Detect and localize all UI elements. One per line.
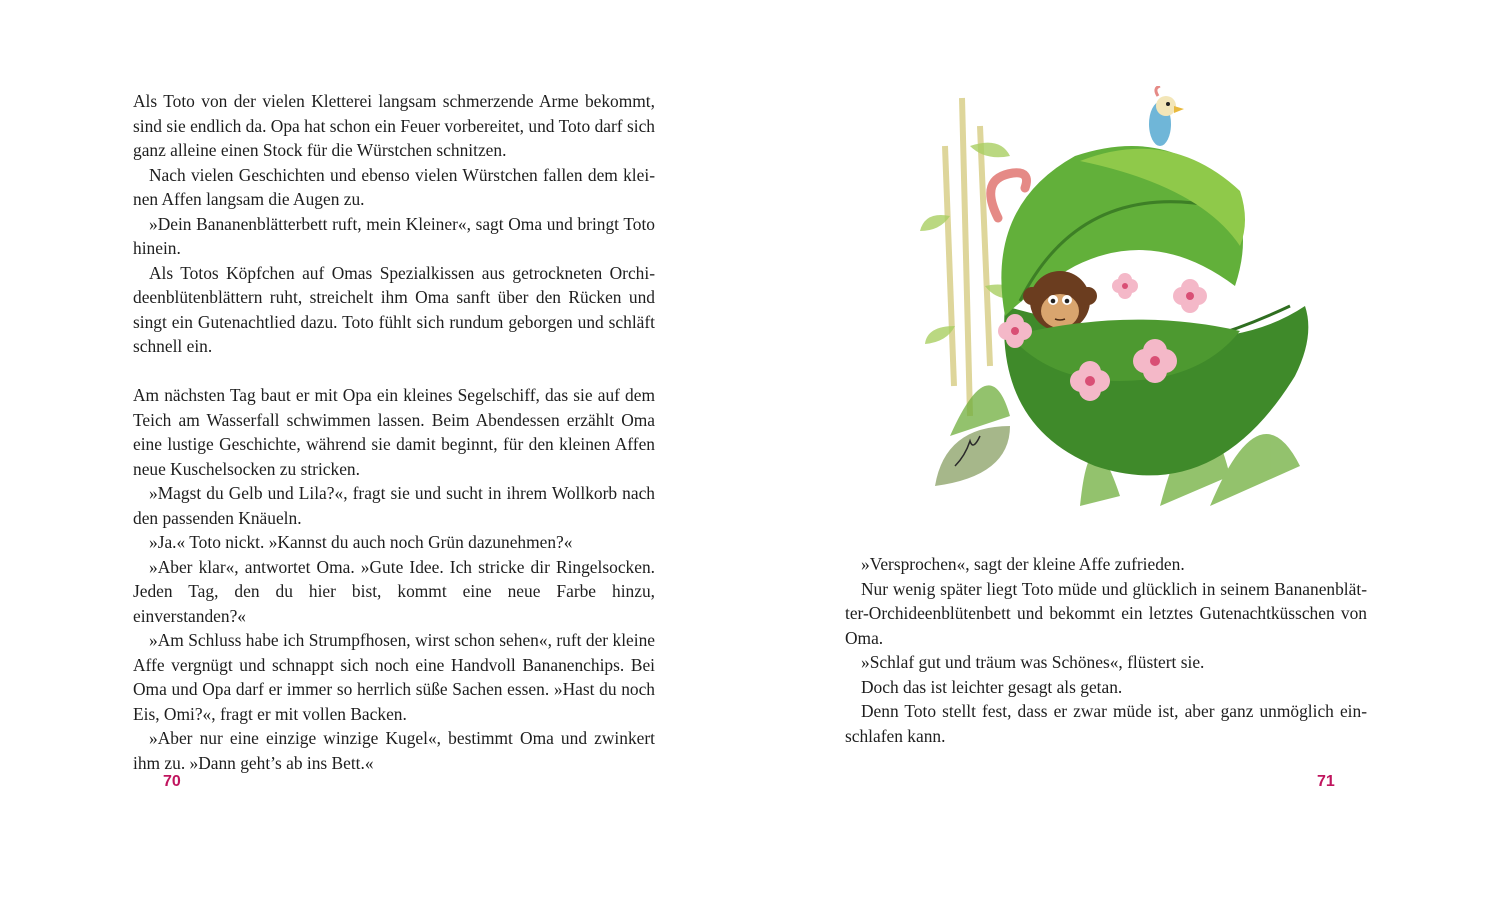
paragraph: »Versprochen«, sagt der kleine Affe zufrieden. xyxy=(861,554,1185,574)
right-page-text xyxy=(845,552,1367,748)
paragraph: Denn Toto stellt fest, dass er zwar müde ist, aber ganz unmöglich einschlafen kann. xyxy=(845,701,1367,746)
paragraph: Als Totos Köpfchen auf Omas Spezialkissen aus getrockneten Orchideenblütenblättern ruht, streichelt ihm Oma sanft über den Rücken und singt ein Gutenachtlied dazu. Toto fühlt sich rundum geborgen und schläft schnell ein. xyxy=(133,262,655,356)
page-number-left: 70 xyxy=(163,773,181,790)
paragraph: Doch das ist leichter gesagt als getan. xyxy=(861,676,1123,697)
paragraph: Nur wenig später liegt Toto müde und glücklich in seinem Bananenblätter-Orchideenblütenbett und bekommt ein letztes Gutenachtküsschen von Oma. xyxy=(845,578,1367,648)
paragraph: »Dein Bananenblätterbett ruft, mein Kleiner«, sagt Oma und bringt Toto hinein. xyxy=(133,213,655,258)
left-page-text xyxy=(133,89,655,775)
signature-leaf xyxy=(935,426,1010,486)
paragraph: »Aber nur eine einzige winzige Kugel«, bestimmt Oma und zwinkert ihm zu. »Dann geht’s ab ins Bett.« xyxy=(133,728,655,773)
paragraph: »Aber klar«, antwortet Oma. »Gute Idee. Ich stricke dir Ringelsocken. Jeden Tag, den du hier bist, kommt eine neue Farbe hinzu, einverstanden?« xyxy=(133,556,655,626)
paragraph: »Ja.« Toto nickt. »Kannst du auch noch Grün dazunehmen?« xyxy=(149,532,573,552)
page-number-right: 71 xyxy=(1317,773,1335,790)
paragraph: Als Toto von der vielen Kletterei langsam schmerzende Arme bekommt, sind sie endlich da. Opa hat schon ein Feuer vorbereitet, und Toto darf sich ganz alleine einen Stock für die Würstchen schnitzen. xyxy=(133,91,655,160)
paragraph: »Schlaf gut und träum was Schönes«, flüstert sie. xyxy=(861,652,1205,672)
bird-icon xyxy=(1149,86,1184,146)
paragraph: Nach vielen Geschichten und ebenso vielen Würstchen fallen dem kleinen Affen langsam die Augen zu. xyxy=(133,164,655,209)
paragraph: »Magst du Gelb und Lila?«, fragt sie und sucht in ihrem Wollkorb nach den passenden Knäueln. xyxy=(133,483,655,528)
paragraph: »Am Schluss habe ich Strumpfhosen, wirst schon sehen«, ruft der kleine Affe vergnügt und schnappt sich noch eine Handvoll Bananenchips. Bei Oma und Opa darf er immer so herrlich süße Sachen essen. »Hast du noch Eis, Omi?«, fragt er mit vollen Backen. xyxy=(133,630,655,724)
paragraph: Am nächsten Tag baut er mit Opa ein kleines Segelschiff, das sie auf dem Teich am Wasserfall schwimmen lassen. Beim Abendessen erzählt Oma eine lustige Geschichte, während sie damit beginnt, für den kleinen Affen neue Kuschelsocken zu stricken. xyxy=(133,385,655,479)
right-page xyxy=(750,0,1500,914)
monkey-leaf-bed-illustration xyxy=(910,86,1330,511)
